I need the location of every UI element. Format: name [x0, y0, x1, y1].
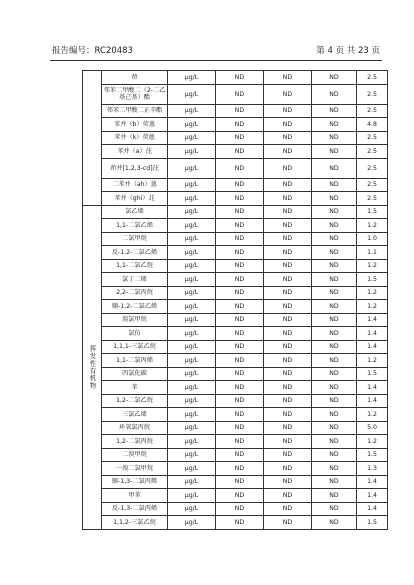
result-cell: ND [216, 219, 264, 233]
analyte-name: 苯并（k）荧蒽 [102, 131, 168, 145]
table-row [83, 435, 388, 449]
result-cell: ND [312, 118, 357, 132]
result-cell: ND [312, 145, 357, 159]
result-cell: ND [264, 354, 312, 368]
result-cell: ND [312, 246, 357, 260]
table-row [83, 219, 388, 233]
header-divider [50, 60, 382, 61]
analyte-name: 环氧氯丙烷 [102, 421, 168, 435]
analyte-name: 二溴甲烷 [102, 448, 168, 462]
report-number: 报告编号：RC20483 [52, 46, 133, 56]
detection-limit: 1.2 [357, 286, 388, 300]
analyte-name: 1,1-二氯乙烷 [102, 259, 168, 273]
table-row [83, 462, 388, 476]
detection-limit: 1.5 [357, 205, 388, 219]
table-row [83, 300, 388, 314]
unit-cell: μg/L [168, 448, 216, 462]
result-cell: ND [216, 313, 264, 327]
unit-cell: μg/L [168, 158, 216, 178]
unit-cell: μg/L [168, 71, 216, 85]
table-row [83, 421, 388, 435]
page-number: 第 4 页 共 23 页 [316, 46, 380, 56]
analyte-name: 氯仿 [102, 327, 168, 341]
analyte-name: 反-1,2-二氯乙烯 [102, 246, 168, 260]
table-row [83, 158, 388, 178]
unit-cell: μg/L [168, 219, 216, 233]
result-cell: ND [264, 246, 312, 260]
result-cell: ND [264, 273, 312, 287]
analyte-name: 1,1,2-三氯乙烷 [102, 516, 168, 530]
result-cell: ND [216, 232, 264, 246]
result-cell: ND [264, 84, 312, 104]
analyte-name: 溴氯甲烷 [102, 313, 168, 327]
table-row [83, 145, 388, 159]
analyte-name: 茚并[1,2,3-cd]芘 [102, 158, 168, 178]
unit-cell: μg/L [168, 327, 216, 341]
result-cell: ND [264, 192, 312, 206]
analyte-name: 2,2-二氯丙烷 [102, 286, 168, 300]
table-row [83, 381, 388, 395]
result-cell: ND [216, 340, 264, 354]
detection-limit: 1.2 [357, 300, 388, 314]
table-row [83, 327, 388, 341]
detection-limit: 2.5 [357, 192, 388, 206]
table-row [83, 178, 388, 192]
detection-limit: 1.2 [357, 408, 388, 422]
table-row [83, 448, 388, 462]
result-cell: ND [312, 300, 357, 314]
result-cell: ND [264, 300, 312, 314]
result-cell: ND [312, 192, 357, 206]
analyte-name: 苯 [102, 381, 168, 395]
analyte-name: 顺-1,3-二氯丙烯 [102, 475, 168, 489]
detection-limit: 1.0 [357, 232, 388, 246]
result-cell: ND [216, 300, 264, 314]
result-cell: ND [264, 448, 312, 462]
detection-limit: 1.4 [357, 489, 388, 503]
table-row [83, 131, 388, 145]
detection-limit: 1.4 [357, 327, 388, 341]
analyte-name: 邻苯二甲酸二（2-二乙基己基）酯 [102, 84, 168, 104]
table-row [83, 502, 388, 516]
table-row [83, 246, 388, 260]
unit-cell: μg/L [168, 421, 216, 435]
detection-limit: 2.5 [357, 84, 388, 104]
result-cell: ND [264, 489, 312, 503]
table-row [83, 232, 388, 246]
unit-cell: μg/L [168, 259, 216, 273]
unit-cell: μg/L [168, 502, 216, 516]
unit-cell: μg/L [168, 131, 216, 145]
unit-cell: μg/L [168, 340, 216, 354]
detection-limit: 1.2 [357, 354, 388, 368]
analyte-name: 三氯乙烯 [102, 408, 168, 422]
result-cell: ND [312, 448, 357, 462]
unit-cell: μg/L [168, 192, 216, 206]
result-cell: ND [312, 273, 357, 287]
unit-cell: μg/L [168, 84, 216, 104]
unit-cell: μg/L [168, 381, 216, 395]
unit-cell: μg/L [168, 273, 216, 287]
result-cell: ND [216, 286, 264, 300]
result-cell: ND [312, 462, 357, 476]
result-cell: ND [216, 475, 264, 489]
result-cell: ND [312, 489, 357, 503]
results-table-body [83, 71, 388, 530]
result-cell: ND [264, 408, 312, 422]
result-cell: ND [264, 71, 312, 85]
unit-cell: μg/L [168, 104, 216, 118]
result-cell: ND [264, 394, 312, 408]
result-cell: ND [264, 232, 312, 246]
result-cell: ND [312, 340, 357, 354]
unit-cell: μg/L [168, 118, 216, 132]
unit-cell: μg/L [168, 408, 216, 422]
detection-limit: 1.3 [357, 462, 388, 476]
result-cell: ND [216, 118, 264, 132]
detection-limit: 2.5 [357, 131, 388, 145]
unit-cell: μg/L [168, 435, 216, 449]
table-row [83, 192, 388, 206]
result-cell: ND [264, 145, 312, 159]
result-cell: ND [216, 448, 264, 462]
detection-limit: 1.2 [357, 435, 388, 449]
table-row [83, 205, 388, 219]
table-row [83, 354, 388, 368]
unit-cell: μg/L [168, 367, 216, 381]
result-cell: ND [264, 131, 312, 145]
result-cell: ND [312, 421, 357, 435]
result-cell: ND [216, 192, 264, 206]
table-row [83, 104, 388, 118]
detection-limit: 1.4 [357, 340, 388, 354]
result-cell: ND [216, 516, 264, 530]
analyte-name: 四氯化碳 [102, 367, 168, 381]
unit-cell: μg/L [168, 178, 216, 192]
unit-cell: μg/L [168, 489, 216, 503]
detection-limit: 1.5 [357, 516, 388, 530]
analyte-name: 甲苯 [102, 489, 168, 503]
result-cell: ND [312, 84, 357, 104]
result-cell: ND [312, 71, 357, 85]
result-cell: ND [264, 158, 312, 178]
result-cell: ND [312, 327, 357, 341]
result-cell: ND [216, 259, 264, 273]
analyte-name: 1,1-二氯丙烯 [102, 354, 168, 368]
unit-cell: μg/L [168, 313, 216, 327]
result-cell: ND [312, 104, 357, 118]
result-cell: ND [264, 219, 312, 233]
detection-limit: 1.4 [357, 502, 388, 516]
result-cell: ND [216, 84, 264, 104]
result-cell: ND [216, 394, 264, 408]
table-row [83, 394, 388, 408]
unit-cell: μg/L [168, 205, 216, 219]
result-cell: ND [216, 462, 264, 476]
analyte-name: 1,2-二氯乙烷 [102, 394, 168, 408]
unit-cell: μg/L [168, 462, 216, 476]
result-cell: ND [264, 435, 312, 449]
unit-cell: μg/L [168, 394, 216, 408]
detection-limit: 2.5 [357, 71, 388, 85]
result-cell: ND [216, 104, 264, 118]
result-cell: ND [216, 178, 264, 192]
unit-cell: μg/L [168, 475, 216, 489]
result-cell: ND [216, 408, 264, 422]
analyte-name: 苯并（a）芘 [102, 145, 168, 159]
result-cell: ND [312, 158, 357, 178]
result-cell: ND [312, 205, 357, 219]
analyte-name: 茚 [102, 71, 168, 85]
result-cell: ND [264, 205, 312, 219]
detection-limit: 2.5 [357, 145, 388, 159]
result-cell: ND [312, 219, 357, 233]
result-cell: ND [312, 475, 357, 489]
detection-limit: 1.5 [357, 367, 388, 381]
table-row [83, 313, 388, 327]
result-cell: ND [216, 367, 264, 381]
result-cell: ND [312, 286, 357, 300]
analyte-name: 顺-1,2-二氯乙烯 [102, 300, 168, 314]
result-cell: ND [216, 502, 264, 516]
analyte-name: 苯并（b）荧蒽 [102, 118, 168, 132]
analyte-name: 1,2-二氯丙烷 [102, 435, 168, 449]
result-cell: ND [312, 354, 357, 368]
unit-cell: μg/L [168, 516, 216, 530]
result-cell: ND [264, 381, 312, 395]
result-cell: ND [216, 145, 264, 159]
detection-limit: 2.5 [357, 104, 388, 118]
result-cell: ND [216, 131, 264, 145]
table-row [83, 84, 388, 104]
analyte-name: 二氯甲烷 [102, 232, 168, 246]
result-cell: ND [216, 273, 264, 287]
table-row [83, 408, 388, 422]
detection-limit: 1.5 [357, 273, 388, 287]
result-cell: ND [216, 205, 264, 219]
analyte-name: 氯乙烯 [102, 205, 168, 219]
detection-limit: 1.5 [357, 448, 388, 462]
detection-limit: 1.4 [357, 313, 388, 327]
result-cell: ND [312, 232, 357, 246]
result-cell: ND [264, 327, 312, 341]
analyte-name: 氯丁二烯 [102, 273, 168, 287]
analyte-name: 反-1,3-二氯丙烯 [102, 502, 168, 516]
result-cell: ND [264, 118, 312, 132]
result-cell: ND [264, 340, 312, 354]
result-cell: ND [216, 421, 264, 435]
analyte-name: 1,1,1-三氯乙烷 [102, 340, 168, 354]
result-cell: ND [264, 421, 312, 435]
result-cell: ND [264, 516, 312, 530]
category-cell: 挥发性有机物 [83, 205, 102, 529]
category-cell [83, 71, 102, 206]
analyte-name: 一溴二氯甲烷 [102, 462, 168, 476]
detection-limit: 1.4 [357, 394, 388, 408]
table-row [83, 340, 388, 354]
result-cell: ND [312, 502, 357, 516]
unit-cell: μg/L [168, 354, 216, 368]
result-cell: ND [264, 367, 312, 381]
detection-limit: 1.4 [357, 381, 388, 395]
results-table [82, 70, 388, 530]
table-row [83, 516, 388, 530]
detection-limit: 1.1 [357, 246, 388, 260]
result-cell: ND [312, 435, 357, 449]
result-cell: ND [264, 104, 312, 118]
detection-limit: 1.4 [357, 475, 388, 489]
unit-cell: μg/L [168, 300, 216, 314]
result-cell: ND [216, 435, 264, 449]
detection-limit: 1.2 [357, 219, 388, 233]
detection-limit: 2.5 [357, 158, 388, 178]
detection-limit: 5.0 [357, 421, 388, 435]
result-cell: ND [264, 475, 312, 489]
detection-limit: 4.8 [357, 118, 388, 132]
table-row [83, 273, 388, 287]
table-row [83, 489, 388, 503]
detection-limit: 2.5 [357, 178, 388, 192]
result-cell: ND [216, 158, 264, 178]
table-row [83, 259, 388, 273]
unit-cell: μg/L [168, 145, 216, 159]
table-row [83, 118, 388, 132]
result-cell: ND [216, 71, 264, 85]
table-row [83, 475, 388, 489]
unit-cell: μg/L [168, 246, 216, 260]
result-cell: ND [264, 259, 312, 273]
result-cell: ND [312, 313, 357, 327]
table-row [83, 71, 388, 85]
result-cell: ND [312, 516, 357, 530]
result-cell: ND [216, 246, 264, 260]
detection-limit: 1.2 [357, 259, 388, 273]
unit-cell: μg/L [168, 232, 216, 246]
analyte-name: 二苯并（ah）蒽 [102, 178, 168, 192]
page-header [52, 44, 380, 58]
result-cell: ND [312, 408, 357, 422]
table-row [83, 286, 388, 300]
analyte-name: 1,1-二氯乙烯 [102, 219, 168, 233]
result-cell: ND [264, 178, 312, 192]
result-cell: ND [216, 327, 264, 341]
analyte-name: 苯并（ghi）苝 [102, 192, 168, 206]
result-cell: ND [264, 286, 312, 300]
result-cell: ND [312, 367, 357, 381]
result-cell: ND [216, 381, 264, 395]
analyte-name: 邻苯二甲酸二正辛酯 [102, 104, 168, 118]
result-cell: ND [312, 131, 357, 145]
result-cell: ND [264, 462, 312, 476]
result-cell: ND [312, 381, 357, 395]
result-cell: ND [312, 178, 357, 192]
table-row [83, 367, 388, 381]
result-cell: ND [264, 313, 312, 327]
result-cell: ND [216, 489, 264, 503]
result-cell: ND [216, 354, 264, 368]
result-cell: ND [312, 259, 357, 273]
unit-cell: μg/L [168, 286, 216, 300]
result-cell: ND [264, 502, 312, 516]
result-cell: ND [312, 394, 357, 408]
